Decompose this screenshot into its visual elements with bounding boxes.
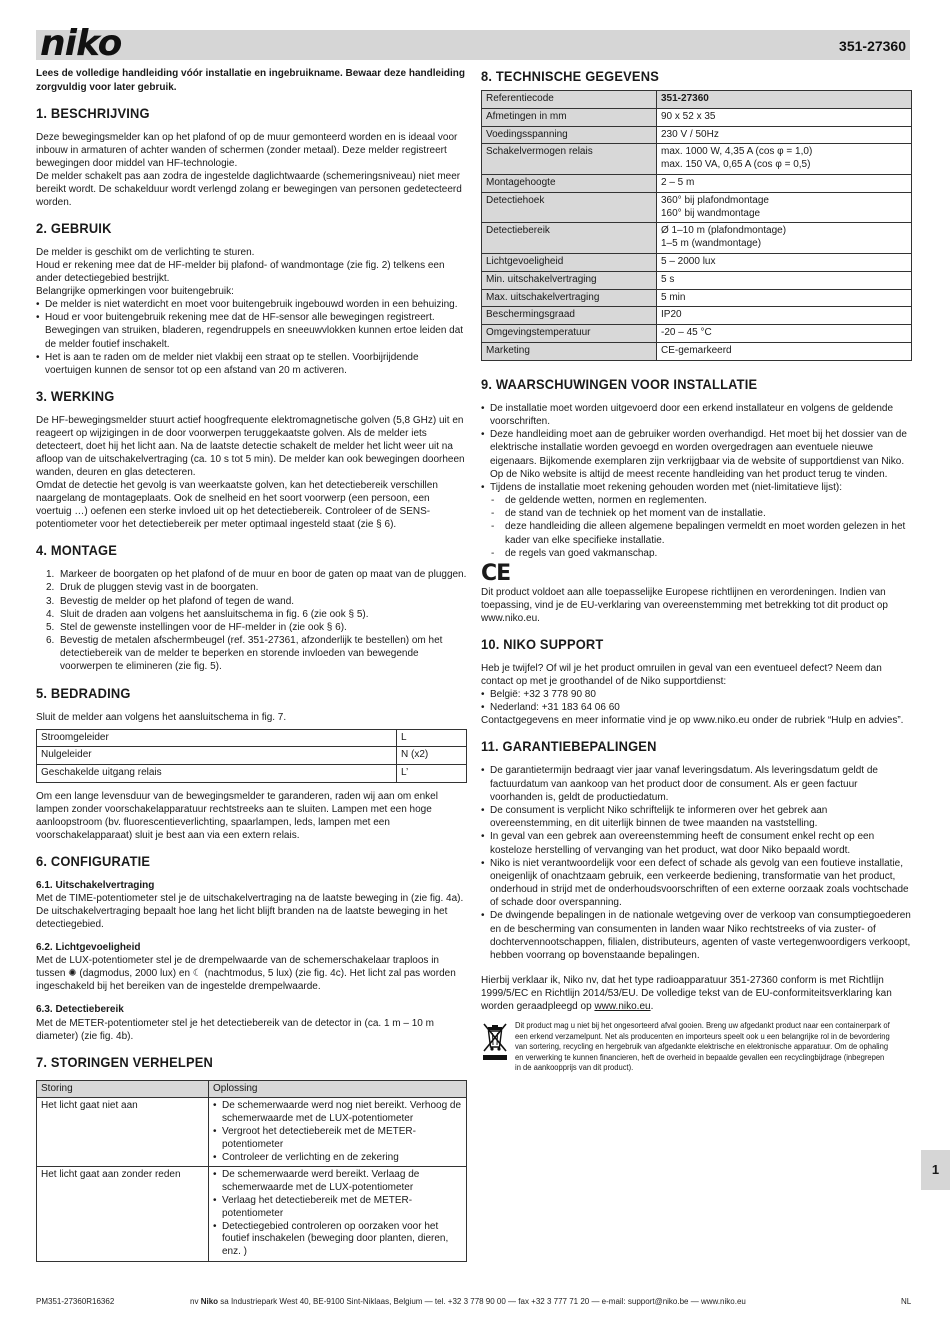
column-header: 351-27360 <box>657 91 912 109</box>
table-cell: Beschermingsgraad <box>482 307 657 325</box>
table-row <box>482 108 912 126</box>
technical-data-table <box>481 90 912 361</box>
table-cell: CE-gemarkeerd <box>657 342 912 360</box>
list-item <box>46 621 467 634</box>
table-cell: Min. uitschakelvertraging <box>482 271 657 289</box>
configuratie-p2: Met de LUX-potentiometer stel je de drempelwaarde van de schemerschakelaar traploos in tussen ✺ (dagmodus, 2000 lux) en ☾ (nachtmodus, 5 lux) (zie fig. 4c). Het licht zal pas worden ingeschakeld bij het bereiken van de ingestelde drempelwaarde. <box>36 955 456 993</box>
table-cell: Omgevingstemperatuur <box>482 325 657 343</box>
step-number: 6. <box>46 635 55 647</box>
column-header: Storing <box>37 1080 209 1098</box>
table-row <box>482 126 912 144</box>
configuratie-p1: Met de TIME-potentiometer stel je de uitschakelvertraging na de laatste beweging in (zie fig. 4a). De uitschakelvertraging bepaalt hoe lang het licht blijft branden na de laatste beweging in het detectiegebied. <box>36 893 464 931</box>
table-cell: Geschakelde uitgang relais <box>37 765 397 783</box>
table-cell: L <box>397 729 467 747</box>
section-title-technische-gegevens: 8. TECHNISCHE GEGEVENS <box>481 68 659 84</box>
support-bullets <box>481 688 912 714</box>
troubleshooting-table <box>36 1080 467 1262</box>
list-item: • De dwingende bepalingen in de nationale wetgeving over de verkoop van consumptiegoederen en de bescherming van consumenten in landen waar Niko rechtstreeks of via zuster- of dochtervennootschappen, filialen, distributeurs, agenten of vaste vertegenwoordigers verkoopt, hebben voorrang op bovenstaande bepalingen. <box>481 909 912 962</box>
list-item <box>46 634 467 674</box>
header-bar <box>36 23 910 64</box>
column-header: Oplossing <box>209 1080 467 1098</box>
step-number: 2. <box>46 582 55 594</box>
table-header-row <box>37 1080 467 1098</box>
table-row <box>482 253 912 271</box>
weee-notice <box>481 1021 912 1074</box>
table-row <box>482 271 912 289</box>
table-cell: max. 1000 W, 4,35 A (cos φ = 1,0) max. 150 VA, 0,65 A (cos φ = 0,5) <box>657 144 912 175</box>
table-cell: Het licht gaat aan zonder reden <box>37 1167 209 1262</box>
beschrijving-p1: Deze bewegingsmelder kan op het plafond of op de muur gemonteerd worden en is ideaal voor inbouw in armaturen of achter wanden of schermen (zonder metaal). Deze melder registreert bewegingen door middel van HF-technologie. <box>36 132 458 169</box>
list-item: • Detectiegebied controleren op oorzaken voor het foutief inschakelen (beweging door planten, dieren, enz. ) <box>213 1221 462 1259</box>
table-row <box>482 174 912 192</box>
table-cell: Ø 1–10 m (plafondmontage) 1–5 m (wandmontage) <box>657 223 912 254</box>
table-row <box>482 223 912 254</box>
step-number: 4. <box>46 608 55 620</box>
list-item: • De schemerwaarde werd nog niet bereikt. Verhoog de schemerwaarde met de LUX-potentiometer <box>213 1100 462 1126</box>
subsection-title: 6.1. Uitschakelvertraging <box>36 880 155 892</box>
list-item: - de regels van goed vakmanschap. <box>491 547 912 560</box>
table-cell: Schakelvermogen relais <box>482 144 657 175</box>
werking-p1: De HF-bewegingsmelder stuurt actief hoogfrequente elektromagnetische golven (5,8 GHz) uit en reageert op wijzigingen in de door voorwerpen teruggekaatste golven. Als de melder iets detecteert, doet hij het licht aan. Na de laatste detectie schakelt de melder het licht weer uit na afloop van de uitschakelvertraging (ca. 10 s tot 5 min). De melder kan ook bewegingen doorheen wanden, deuren en glas detecteren. <box>36 415 465 479</box>
step-text: Markeer de boorgaten op het plafond of de muur en boor de gaten op maat van de pluggen. <box>60 569 467 581</box>
column-header: Referentiecode <box>482 91 657 109</box>
right-column <box>481 60 912 1074</box>
step-text: Bevestig de metalen afschermbeugel (ref. 351-27361, afzonderlijk te bestellen) om het detectiebereik van de melder te beperken en storende invloeden van bewegende voorwerpen te elimineren (zie fig. 5). <box>60 635 443 673</box>
table-cell: 360° bij plafondmontage 160° bij wandmontage <box>657 192 912 223</box>
werking-p2: Omdat de detectie het gevolg is van weerkaatste golven, kan het detectiebereik verschillen naargelang de montageplaats. Ook de snelheid en het soort voorwerp (een persoon, een voertuig …) oefenen een sterke invloed uit op het detectiebereik. Controleer of de SENS-potentiometer voor het detectiebereik per meter optimaal ingesteld staat (zie § 6). <box>36 480 438 531</box>
list-item: • Houd er voor buitengebruik rekening mee dat de HF-sensor alle bewegingen registreert. Bewegingen van struiken, bladeren, regendruppels en sneeuwvlokken kunnen ertoe leiden dat de melder foutief inschakelt. <box>36 311 467 351</box>
table-cell: N (x2) <box>397 747 467 765</box>
table-row <box>482 289 912 307</box>
page-number-tab: 1 <box>921 1150 950 1190</box>
list-item: • Deze handleiding moet aan de gebruiker worden overhandigd. Het moet bij het dossier van de elektrische installatie worden gevoegd en worden overgedragen aan eventuele nieuwe eigenaars. Bijkomende exemplaren zijn verkrijgbaar via de website of supportdienst van Niko. Op de Niko website is altijd de meest recente handleiding van het product terug te vinden. <box>481 428 912 481</box>
solution-list <box>213 1169 462 1259</box>
section-title-waarschuwingen: 9. WAARSCHUWINGEN VOOR INSTALLATIE <box>481 375 758 392</box>
list-item: • De melder is niet waterdicht en moet voor buitengebruik ingebouwd worden in een behuizing. <box>36 298 467 311</box>
section-title-storingen: 7. STORINGEN VERHELPEN <box>36 1053 214 1070</box>
beschrijving-p2: De melder schakelt pas aan zodra de ingestelde daglichtwaarde (schemeringsniveau) niet meer bereikt wordt. De schakelduur wordt verlengd zolang er bewegingen van personen gedetecteerd worden. <box>36 171 462 208</box>
table-cell: 5 s <box>657 271 912 289</box>
table-row <box>37 729 467 747</box>
niko-website-link[interactable]: www.niko.eu <box>594 1001 651 1013</box>
table-row <box>482 307 912 325</box>
list-item <box>46 608 467 621</box>
ce-text: Dit product voldoet aan alle toepasselijke Europese richtlijnen en verordeningen. Indien van toepassing, vind je de EU-verklaring van overeenstemming met betrekking tot dit product op www.niko.eu. <box>481 587 888 624</box>
table-row <box>482 325 912 343</box>
list-item: - de geldende wetten, normen en reglementen. <box>491 494 912 507</box>
configuratie-p3: Met de METER-potentiometer stel je het detectiebereik van de detector in (ca. 1 m – 10 m diameter) (zie fig. 4b). <box>36 1017 434 1042</box>
table-cell: Lichtgevoeligheid <box>482 253 657 271</box>
list-item <box>46 595 467 608</box>
table-row <box>37 747 467 765</box>
list-item <box>46 581 467 594</box>
warranty-bullets <box>481 764 912 962</box>
table-cell: IP20 <box>657 307 912 325</box>
gebruik-bullets <box>36 298 467 377</box>
list-item: • De installatie moet worden uitgevoerd door een erkend installateur en volgens de geldende voorschriften. <box>481 402 912 428</box>
wiring-table <box>36 729 467 783</box>
conformity-statement: Hierbij verklaar ik, Niko nv, dat het type radioapparatuur 351-27360 conform is met Richtlijn 1999/5/EC en Richtlijn 2014/53/EU. De volledige tekst van de EU-conformiteitsverklaring kan worden geraadpleegd op <box>481 975 892 1013</box>
section-title-montage: 4. MONTAGE <box>36 542 118 559</box>
list-item: • Tijdens de installatie moet rekening gehouden worden met (niet-limitatieve lijst): <box>481 481 912 494</box>
table-cell: 2 – 5 m <box>657 174 912 192</box>
table-cell: Detectiehoek <box>482 192 657 223</box>
footer-company: Niko <box>200 1297 219 1306</box>
table-cell: -20 – 45 °C <box>657 325 912 343</box>
table-cell: Stroomgeleider <box>37 729 397 747</box>
bedrading-p2: Om een lange levensduur van de bewegingsmelder te garanderen, raden wij aan om enkel lampen zonder voorschakelapparatuur rechtstreeks aan te sluiten. Lampen met een hoge aanloopstroom (bv. fluorescentieverlichting, spaarlampen, leds, lampen met een voorschakelapparaat) sluit je best aan via een extern relais. <box>36 791 438 842</box>
section-title-bedrading: 5. BEDRADING <box>36 684 131 701</box>
list-item: • De consument is verplicht Niko schriftelijk te informeren over het gebrek aan overeenstemming, en dit uiterlijk binnen de twee maanden na vaststelling. <box>481 804 912 830</box>
conformity-text <box>481 974 912 1013</box>
list-item: • De garantietermijn bedraagt vier jaar vanaf leveringsdatum. Als leveringsdatum geldt de factuurdatum van aankoop van het product door de consument. Als er geen factuur voorhanden is, geldt de productiedatum. <box>481 764 912 804</box>
step-text: Druk de pluggen stevig vast in de boorgaten. <box>60 582 259 594</box>
footer-nv: nv <box>190 1297 199 1306</box>
support-p2: Contactgegevens en meer informatie vind je op www.niko.eu onder de rubriek “Hulp en advies”. <box>481 715 904 727</box>
footer-address <box>190 1297 746 1308</box>
montage-steps <box>36 568 467 674</box>
step-number: 3. <box>46 595 55 607</box>
footer-address-text: sa Industriepark West 40, BE-9100 Sint-Niklaas, Belgium — tel. +32 3 778 90 00 — fax +32 3 777 71 20 — e-mail: support@niko.be — www.niko.eu <box>220 1297 746 1306</box>
section-title-gebruik: 2. GEBRUIK <box>36 220 112 236</box>
table-cell: Nulgeleider <box>37 747 397 765</box>
subsection-title: 6.3. Detectiebereik <box>36 1004 124 1016</box>
section-title-niko-support: 10. NIKO SUPPORT <box>481 636 604 652</box>
table-cell: Montagehoogte <box>482 174 657 192</box>
section-title-configuratie: 6. CONFIGURATIE <box>36 853 151 870</box>
section-title-beschrijving: 1. BESCHRIJVING <box>36 105 150 121</box>
table-row <box>482 342 912 360</box>
niko-logo: niko <box>40 23 122 64</box>
table-cell: Het licht gaat niet aan <box>37 1098 209 1167</box>
list-item: - deze handleiding die alleen algemene bepalingen vermeldt en moet worden gelezen in het kader van elke specifieke installatie. <box>491 520 912 546</box>
table-cell: Voedingsspanning <box>482 126 657 144</box>
weee-text: Dit product mag u niet bij het ongesorteerd afval gooien. Breng uw afgedankt product naar een containerpark of een erkend verzamelpunt. Net als producenten en importeurs speelt ook u een belangrijke rol in de bevordering van sortering, recycling en hergebruik van afgedankte elektrische en elektronische apparatuur. Om de ophaling en verwerking te kunnen financieren, heft de overheid in bepaalde gevallen een recyclingbijdrage (inbegrepen in de aankoopprijs van dit product). <box>515 1021 890 1073</box>
conformity-end: . <box>650 1001 654 1013</box>
list-item: • België: +32 3 778 90 80 <box>481 688 912 701</box>
gebruik-p3: Belangrijke opmerkingen voor buitengebruik: <box>36 286 234 297</box>
warnings-dash-list <box>481 494 912 560</box>
left-column <box>36 67 467 1262</box>
table-cell: 90 x 52 x 35 <box>657 108 912 126</box>
section-title-garantiebepalingen: 11. GARANTIEBEPALINGEN <box>481 738 657 755</box>
footer-language: NL <box>901 1297 912 1306</box>
list-item <box>46 568 467 581</box>
support-p1: Heb je twijfel? Of wil je het product omruilen in geval van een eventueel defect? Neem dan contact op met je groothandel of de Niko supportdienst: <box>481 663 882 687</box>
ce-mark-icon: CE <box>481 561 511 586</box>
list-item: • Het is aan te raden om de melder niet vlakbij een straat op te stellen. Voorbijrijdende voertuigen kunnen de sensor tot op een afstand van 20 m activeren. <box>36 351 467 377</box>
table-cell: Afmetingen in mm <box>482 108 657 126</box>
step-text: Stel de gewenste instellingen voor de HF-melder in (zie ook § 6). <box>60 621 347 633</box>
list-item: • Nederland: +31 183 64 06 60 <box>481 701 912 714</box>
table-cell: 5 min <box>657 289 912 307</box>
table-cell: Marketing <box>482 342 657 360</box>
list-item: - de stand van de techniek op het moment van de installatie. <box>491 507 912 520</box>
warnings-bullets <box>481 402 912 494</box>
table-row <box>482 192 912 223</box>
step-number: 5. <box>46 621 55 633</box>
table-row <box>482 144 912 175</box>
list-item: • Niko is niet verantwoordelijk voor een defect of schade als gevolg van een foutieve installatie, oneigenlijk of onachtzaam gebruik, een verkeerde bediening, transformatie van het product, onderhoud in strijd met de onderhoudsvoorschriften of een externe oorzaak zoals vochtschade of schade door overspanning. <box>481 857 912 910</box>
subsection-title: 6.2. Lichtgevoeligheid <box>36 942 141 954</box>
table-row <box>37 1098 467 1167</box>
table-row <box>37 1167 467 1262</box>
table-cell <box>209 1098 467 1167</box>
bedrading-p1: Sluit de melder aan volgens het aansluitschema in fig. 7. <box>36 711 287 723</box>
table-cell: Detectiebereik <box>482 223 657 254</box>
list-item: • Vergroot het detectiebereik met de METER-potentiometer <box>213 1126 462 1152</box>
step-text: Sluit de draden aan volgens het aansluitschema in fig. 6 (zie ook § 5). <box>60 608 369 620</box>
list-item: • De schemerwaarde werd bereikt. Verlaag de schemerwaarde met de LUX-potentiometer <box>213 1169 462 1195</box>
gebruik-p1: De melder is geschikt om de verlichting te sturen. <box>36 247 255 258</box>
step-number: 1. <box>46 569 55 581</box>
step-text: Bevestig de melder op het plafond of tegen de wand. <box>60 595 295 607</box>
table-cell: Max. uitschakelvertraging <box>482 289 657 307</box>
table-cell <box>209 1167 467 1262</box>
list-item: • In geval van een gebrek aan overeenstemming heeft de consument enkel recht op een kosteloze herstelling of vervanging van het product, wat door Niko bepaald wordt. <box>481 830 912 856</box>
table-cell: 5 – 2000 lux <box>657 253 912 271</box>
gebruik-p2: Houd er rekening mee dat de HF-melder bij plafond- of wandmontage (zie fig. 2) telkens een ander detectiegebied bestrijkt. <box>36 260 445 284</box>
table-cell: 230 V / 50Hz <box>657 126 912 144</box>
table-cell: L’ <box>397 765 467 783</box>
intro-text: Lees de volledige handleiding vóór installatie en ingebruikname. Bewaar deze handleiding zorgvuldig voor later gebruik. <box>36 68 465 93</box>
list-item: • Controleer de verlichting en de zekering <box>213 1152 462 1165</box>
solution-list <box>213 1100 462 1164</box>
crossed-bin-icon <box>481 1021 515 1074</box>
reference-code: 351-27360 <box>839 38 906 54</box>
table-row <box>37 765 467 783</box>
footer-code: PM351-27360R16362 <box>36 1297 115 1306</box>
table-header-row <box>482 91 912 109</box>
section-title-werking: 3. WERKING <box>36 388 115 405</box>
list-item: • Verlaag het detectiebereik met de METER-potentiometer <box>213 1195 462 1221</box>
